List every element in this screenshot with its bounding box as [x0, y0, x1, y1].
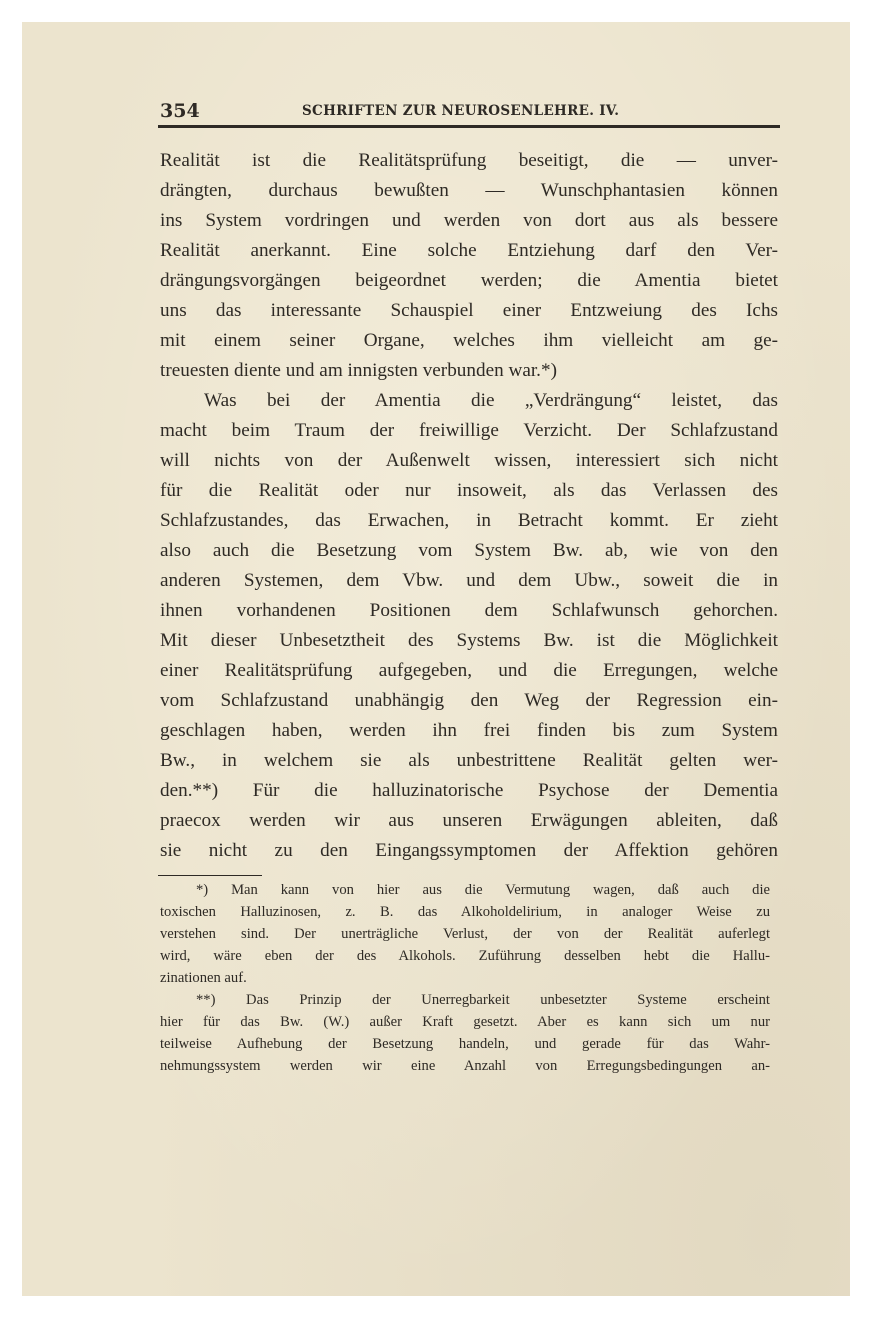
body-line: einer Realitätsprüfung aufgegeben, und die Erregungen, welche: [160, 660, 778, 681]
body-line: drängungsvorgängen beigeordnet werden; die Amentia bietet: [160, 270, 778, 291]
body-line: anderen Systemen, dem Vbw. und dem Ubw., soweit die in: [160, 570, 778, 591]
header-rule: [158, 125, 780, 128]
body-line: geschlagen haben, werden ihn frei finden bis zum System: [160, 720, 778, 741]
body-line: für die Realität oder nur insoweit, als das Verlassen des: [160, 480, 778, 501]
body-line: Mit dieser Unbesetztheit des Systems Bw. ist die Möglichkeit: [160, 630, 778, 651]
body-line: Realität ist die Realitätsprüfung beseitigt, die — unver-: [160, 150, 778, 171]
footnote-line: hier für das Bw. (W.) außer Kraft gesetzt. Aber es kann sich um nur: [160, 1014, 770, 1030]
footnote-line: wird, wäre eben der des Alkohols. Zuführung desselben hebt die Hallu-: [160, 948, 770, 964]
page-number: 354: [160, 100, 200, 122]
body-line: will nichts von der Außenwelt wissen, interessiert sich nicht: [160, 450, 778, 471]
footnote-line: nehmungssystem werden wir eine Anzahl von Erregungsbedingungen an-: [160, 1058, 770, 1074]
body-line: praecox werden wir aus unseren Erwägungen ableiten, daß: [160, 810, 778, 831]
footnote-line: **) Das Prinzip der Unerregbarkeit unbesetzter Systeme erscheint: [196, 992, 770, 1008]
body-line: also auch die Besetzung vom System Bw. ab, wie von den: [160, 540, 778, 561]
body-line: drängten, durchaus bewußten — Wunschphantasien können: [160, 180, 778, 201]
body-line: vom Schlafzustand unabhängig den Weg der Regression ein-: [160, 690, 778, 711]
body-line: Bw., in welchem sie als unbestrittene Realität gelten wer-: [160, 750, 778, 771]
footnote-line: zinationen auf.: [160, 970, 247, 986]
body-text: [160, 146, 778, 866]
body-line: macht beim Traum der freiwillige Verzicht. Der Schlafzustand: [160, 420, 778, 441]
body-line: uns das interessante Schauspiel einer Entzweiung des Ichs: [160, 300, 778, 321]
body-line: sie nicht zu den Eingangssymptomen der Affektion gehören: [160, 840, 778, 861]
body-line: Realität anerkannt. Eine solche Entziehung darf den Ver-: [160, 240, 778, 261]
body-line: Was bei der Amentia die „Verdrängung“ leistet, das: [204, 390, 778, 411]
running-head: SCHRIFTEN ZUR NEUROSENLEHRE. IV.: [302, 103, 620, 119]
footnote-line: verstehen sind. Der unerträgliche Verlust, der von der Realität auferlegt: [160, 926, 770, 942]
body-line: den.**) Für die halluzinatorische Psychose der Dementia: [160, 780, 778, 801]
body-line: treuesten diente und am innigsten verbunden war.*): [160, 360, 557, 381]
body-line: Schlafzustandes, das Erwachen, in Betracht kommt. Er zieht: [160, 510, 778, 531]
footnote-line: teilweise Aufhebung der Besetzung handeln, und gerade für das Wahr-: [160, 1036, 770, 1052]
footnote-line: toxischen Halluzinosen, z. B. das Alkoholdelirium, in analoger Weise zu: [160, 904, 770, 920]
footnote-line: *) Man kann von hier aus die Vermutung wagen, daß auch die: [196, 882, 770, 898]
footnotes: [160, 879, 770, 1077]
body-line: mit einem seiner Organe, welches ihm vielleicht am ge-: [160, 330, 778, 351]
footnote-2: [160, 989, 770, 1077]
body-line: ihnen vorhandenen Positionen dem Schlafwunsch gehorchen.: [160, 600, 778, 621]
footnote-rule: [158, 875, 262, 876]
body-line: ins System vordringen und werden von dort aus als bessere: [160, 210, 778, 231]
page-header: [160, 100, 778, 124]
footnote-1: [160, 879, 770, 989]
